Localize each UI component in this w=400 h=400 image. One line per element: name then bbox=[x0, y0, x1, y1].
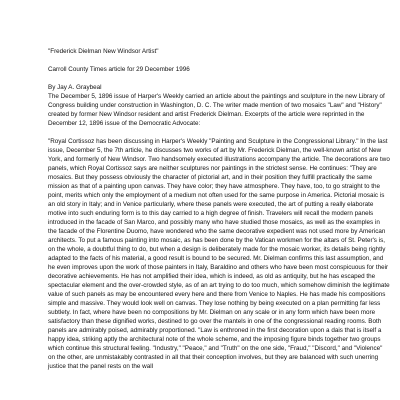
quoted-article-paragraph: "Royal Cortissoz has been discussing in Harper's Weekly "Painting and Sculpture in the Congressional Library." In the last issue, December 5, the 7th article, he discusses two works of art by Mr. Frederick Dielman, the well-known artist of New York, and formerly of New Windsor. Two handsomely executed illustrations accompany the article. The decorations are two panels, which Royal Cortissoz says are neither sculptures nor paintings in the strictest sense. He continues: "They are mosaics. But they possess obviously the character of pictorial art, and in their position they fulfill practically the same mission as that of a painting upon canvas. They have color; they have atmosphere. They have, too, to go straight to the point, merits which only the employment of a medium not often used for the same purpose in America. Pictorial mosaic is an old story in Italy; and in Venice particularly, where these panels were executed, the art of putting a really elaborate motive into such enduring form is to this day carried to a high degree of finish. Travelers will recall the modern panels introduced in the facade of San Marco, and possibly many who have studied those mosaics, as well as the examples in the facade of the Florentine Duomo, have wondered who the same decorative expedient was not used more by American architects. To put a famous painting into mosaic, as has been done by the Vatican workmen for the altars of St. Peter's is, on the whole, a doubtful thing to do, but when a design is deliberately made for the mosaic worker, its details being rightly adapted to the facts of his material, a good result is bound to be secured. Mr. Dielman confirms this last assumption, and he even improves upon the work of those painters in Italy, Baraldino and others who have been most conspicuous for their decorative achievements. He has not amplified their idea, which is indeed, as old as antiquity, but he has escaped the spectacular element and the over-crowded style, as of an art trying to do too much, which somehow diminish the legitimate value of such panels as may be encountered every here and there from Venice to Naples. He has made his compositions simple and massive. They would look well on canvas. They lose nothing by being executed on a plan permitting far less subtlety. In fact, where have been no compositions by Mr. Dielman on any scale or in any form which have been more satisfactory than these dignified works, destined to go over the mantels in one of the congressional reading rooms. Both panels are admirably poised, admirably proportioned. "Law is enthroned in the first decoration upon a dais that is itself a happy idea, striking aptly the architectural note of the whole scheme, and the imposing figure binds together two groups which continue this structural feeling. "Industry," "Peace," and "Truth" on the one side, "Fraud," "Discord," and "Violence" on the other, are unmistakably contrasted in all that their conception involves, but they are balanced with such unerring justice that the panel rests on the wall bbox=[48, 138, 390, 370]
intro-paragraph: The December 5, 1896 issue of Harper's Weekly carried an article about the paintings and sculpture in the new Library of Congress building under construction in Washington, D. C. The writer made mention of two mosaics "Law" and "History" created by former New Windsor resident and artist Frederick Dielman. Excerpts of the article were reprinted in the December 12, 1896 issue of the Democratic Advocate: bbox=[48, 93, 385, 127]
byline: By Jay A. Graybeal bbox=[48, 84, 102, 91]
document-subtitle: Carroll County Times article for 29 December 1996 bbox=[48, 66, 190, 73]
document-title: "Frederick Dielman New Windsor Artist" bbox=[48, 48, 159, 55]
